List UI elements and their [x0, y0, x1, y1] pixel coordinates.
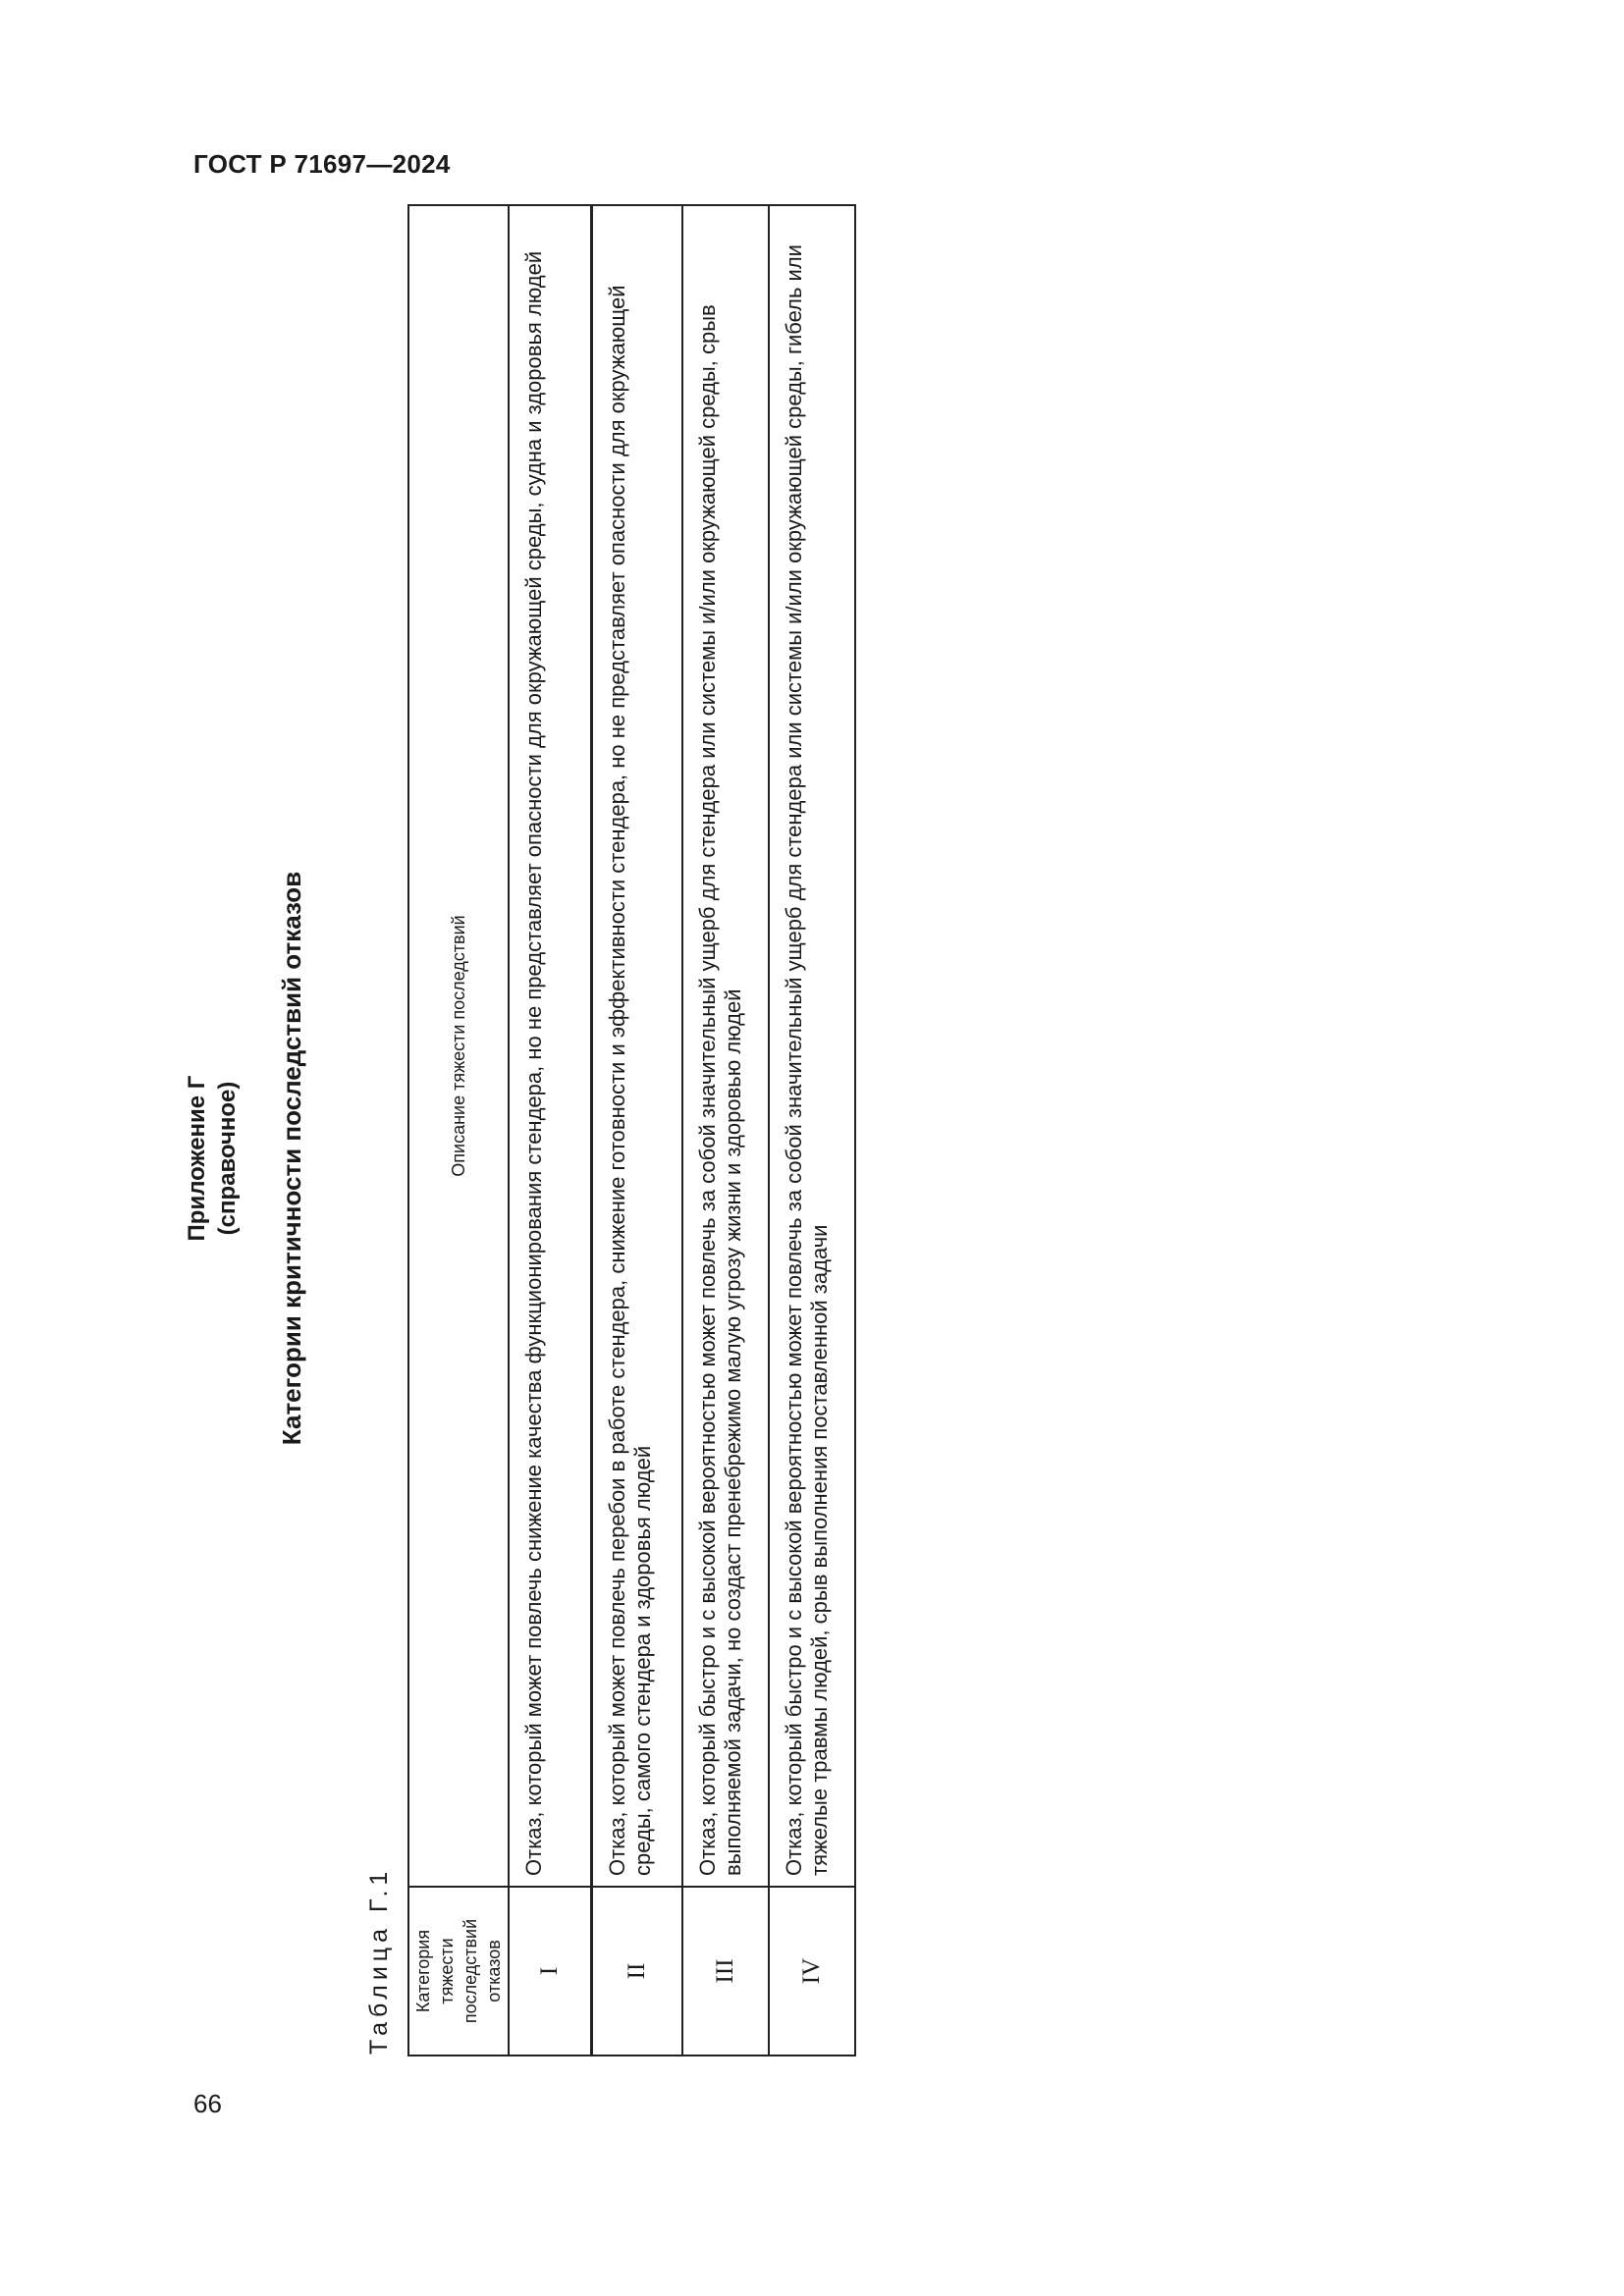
consequences-table — [407, 204, 856, 2056]
description-cell: Отказ, который быстро и с высокой вероятностью может повлечь за собой значительный ущерб для стендера или системы и/или окружающей среды, срыв выполняемой задачи, но создаст пренебрежимо малую угрозу жизни и здоровью людей — [682, 205, 769, 1887]
column-header-description: Описание тяжести последствий — [408, 205, 509, 1887]
rotated-appendix — [167, 231, 832, 2086]
appendix-title: Приложение Г — [184, 1075, 210, 1242]
description-cell: Отказ, который быстро и с высокой вероятностью может повлечь за собой значительный ущерб для стендера или системы и/или окружающей среды, гибель или тяжелые травмы людей, срыв выполнения поставленной задачи — [769, 205, 855, 1887]
column-header-category: Категория тяжести последствий отказов — [408, 1887, 509, 2056]
category-cell: II — [592, 1887, 683, 2056]
table-header-row — [408, 205, 509, 2056]
appendix-type: (справочное) — [214, 1081, 241, 1236]
document-id: ГОСТ Р 71697—2024 — [193, 149, 451, 179]
table-row — [769, 205, 855, 2056]
section-title: Категории критичности последствий отказов — [277, 871, 306, 1446]
category-cell: III — [682, 1887, 769, 2056]
page-number: 66 — [193, 2089, 222, 2118]
description-cell: Отказ, который может повлечь снижение качества функционирования стендера, но не представляет опасности для окружающей среды, судна и здоровья людей — [509, 205, 592, 1887]
table-row — [592, 205, 683, 2056]
table-label: Таблица Г.1 — [365, 1866, 393, 2055]
appendix-heading — [182, 231, 243, 2086]
table-row — [682, 205, 769, 2056]
description-cell: Отказ, который может повлечь перебои в работе стендера, снижение готовности и эффективности стендера, но не представляет опасности для окружающей среды, самого стендера и здоровья людей — [592, 205, 683, 1887]
category-cell: IV — [769, 1887, 855, 2056]
category-cell: I — [509, 1887, 592, 2056]
table-row — [509, 205, 592, 2056]
